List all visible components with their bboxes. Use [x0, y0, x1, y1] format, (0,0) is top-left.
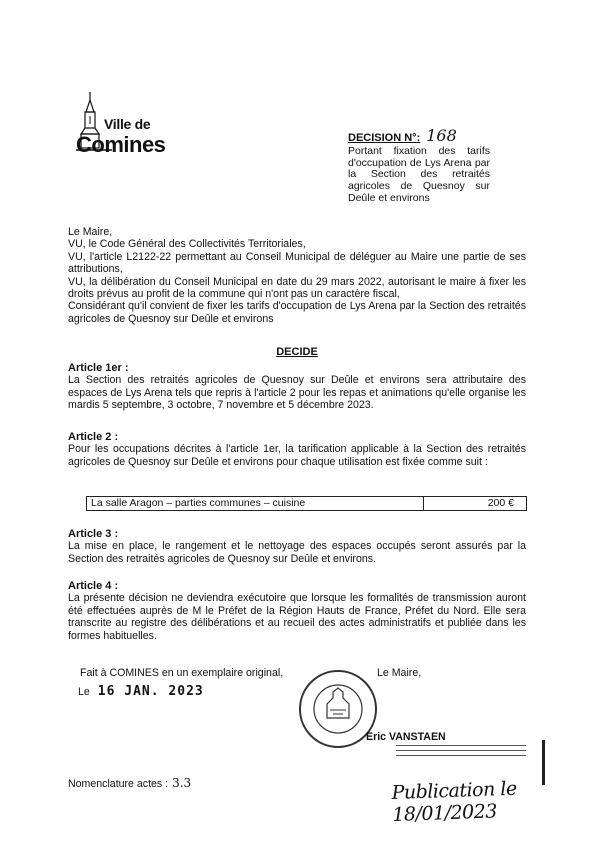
logo-ville-text: Ville de	[104, 116, 151, 132]
fait-a: Fait à COMINES en un exemplaire original,	[80, 667, 284, 679]
date-line	[78, 684, 204, 699]
vu-cgct: VU, le Code Général des Collectivités Territoriales,	[68, 238, 306, 251]
decision-number: 168	[426, 126, 457, 145]
tariff-price: 200 €	[487, 497, 514, 509]
decision-label: DECISION N°:	[348, 132, 421, 144]
article-1	[68, 362, 526, 412]
article-4	[68, 580, 526, 642]
nomenclature-value: 3.3	[172, 776, 192, 790]
article-1-text: La Section des retraités agricoles de Quesnoy sur Deûle et environs sera attributaire des espaces de Lys Arena tels que repris à l'article 2 pour les repas et animations qu'elle organise les mardis 5 septembre, 3 octobre, 7 novembre et 5 décembre 2023.	[68, 374, 526, 412]
transmission-stamp-text	[396, 745, 526, 758]
nomenclature	[68, 776, 191, 790]
decide-heading: DECIDE	[276, 346, 318, 358]
nomenclature-label: Nomenclature actes :	[68, 778, 169, 790]
date-stamp: 16 JAN. 2023	[97, 684, 204, 699]
article-4-text: La présente décision ne deviendra exécutoire que lorsque les formalités de transmission auront été effectuées auprès de M le Préfet de la Région Hauts de France, Préfet du Nord. Elle sera transcrite au registre des délibérations et au recueil des actes administratifs et publiée dans les formes habituelles.	[68, 592, 526, 642]
article-2	[68, 431, 526, 468]
article-3-title: Article 3 :	[68, 528, 119, 540]
decision-subject: Portant fixation des tarifs d'occupation de Lys Arena par la Section des retraités agricoles de Quesnoy sur Deûle et environs	[348, 145, 490, 204]
tariff-label: La salle Aragon – parties communes – cuisine	[87, 497, 424, 510]
article-3	[68, 528, 526, 565]
le-maire-intro: Le Maire,	[68, 226, 113, 238]
article-2-text: Pour les occupations décrites à l'article 1er, la tarification applicable à la Section des retraités agricoles de Quesnoy sur Deûle et environs pour chaque utilisation est fixée comme suit :	[68, 443, 526, 468]
considerant: Considérant qu'il convient de fixer les tarifs d'occupation de Lys Arena par la Section des retraités agricoles de Quesnoy sur Deûle et environs	[68, 300, 526, 325]
le-label: Le	[78, 686, 90, 698]
town-logo	[76, 92, 171, 162]
preamble	[68, 226, 526, 325]
vu-deliberation: VU, la délibération du Conseil Municipal en date du 29 mars 2022, autorisant le maire à fixer les droits prévus au profit de la commune qui n'ont pas un caractère fiscal,	[68, 275, 526, 301]
tariff-table	[86, 496, 527, 511]
vu-article: VU, l'article L2122-22 permettant au Conseil Municipal de déléguer au Maire une partie de ses attributions,	[68, 250, 526, 276]
signature-title: Le Maire,	[377, 667, 422, 679]
decision-header	[348, 126, 498, 205]
article-2-title: Article 2 :	[68, 431, 119, 443]
signer-name: Eric VANSTAEN	[366, 731, 446, 743]
article-3-text: La mise en place, le rangement et le nettoyage des espaces occupés seront assurés par la Section des retraités agricoles de Quesnoy sur Deûle et environs.	[68, 540, 526, 565]
publication-handwritten: Publication le 18/01/2023	[391, 777, 517, 826]
logo-town-name: Comines	[76, 132, 166, 157]
article-1-title: Article 1er :	[68, 362, 129, 374]
article-4-title: Article 4 :	[68, 580, 119, 592]
